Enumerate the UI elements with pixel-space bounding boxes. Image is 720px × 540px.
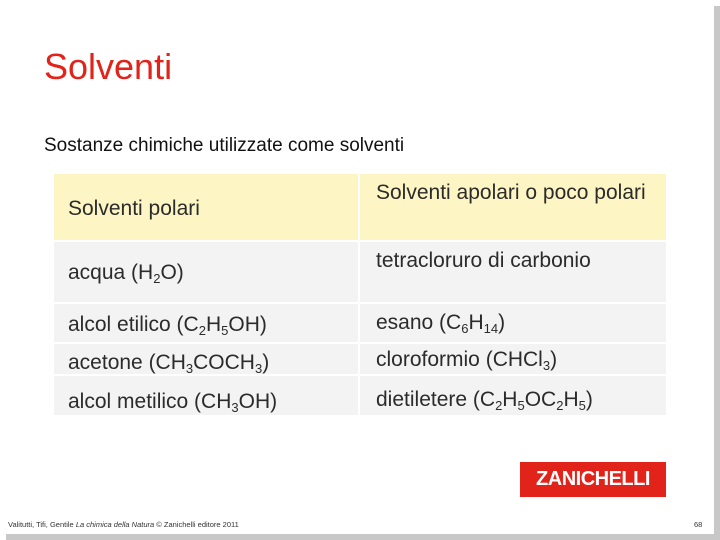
page-number: 68	[694, 520, 703, 529]
cell-acetone: acetone $(CH_3COCH_3)$	[68, 351, 270, 376]
cell-diethyl-ether: dietiletere $(C_2H_5OC_2H_5)$	[376, 388, 593, 413]
row-divider	[54, 302, 666, 304]
zanichelli-logo: ZANICHELLI	[520, 462, 666, 497]
cell-hexane: esano $(C_6H_{14})$	[376, 311, 506, 336]
cell-carbon-tetrachloride: tetracloruro di carbonio	[376, 249, 591, 272]
header-polar: Solventi polari	[68, 197, 200, 220]
cell-methanol: alcol metilico $(CH_3OH)$	[68, 390, 278, 415]
header-apolar: Solventi apolari o poco polari	[376, 181, 646, 204]
cell-water: acqua $(H_2O)$	[68, 261, 184, 286]
row-divider	[54, 342, 666, 344]
slide-shadow	[714, 6, 720, 540]
row-divider	[54, 240, 666, 242]
slide-title: Solventi	[44, 46, 173, 87]
column-divider	[358, 174, 360, 415]
cell-chloroform: cloroformio (CHCl$_3$)	[376, 348, 558, 373]
slide-subtitle: Sostanze chimiche utilizzate come solventi	[44, 135, 405, 156]
slide-shadow	[6, 534, 720, 540]
solvents-table	[54, 174, 666, 415]
footer-credit: Valitutti, Tifi, Gentile La chimica della Natura © Zanichelli editore 2011	[8, 520, 239, 529]
cell-ethanol: alcol etilico $(C_2H_5OH)$	[68, 313, 267, 338]
